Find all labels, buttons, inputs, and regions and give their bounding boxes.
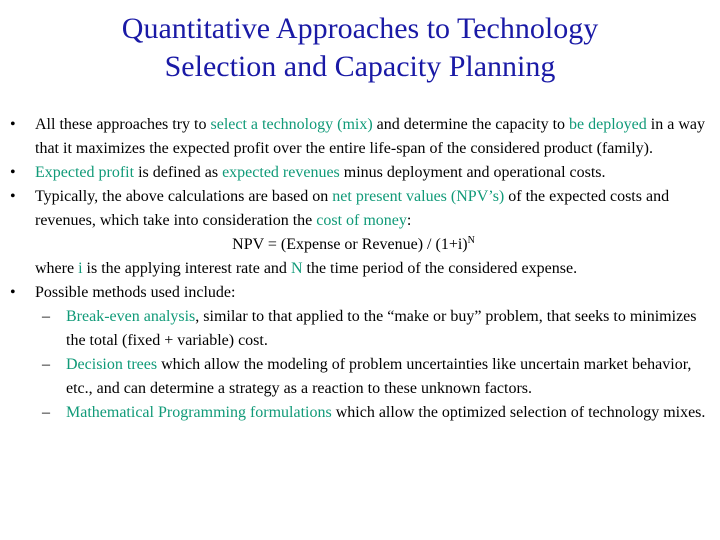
title-line-2: Selection and Capacity Planning: [164, 50, 556, 83]
dash-marker: –: [42, 308, 50, 325]
bullet-text: is the applying interest rate and: [82, 260, 291, 277]
highlight-term: Break-even analysis: [66, 308, 196, 325]
bullet-text: the time period of the considered expense.: [302, 260, 578, 277]
bullet-text: All these approaches try to: [35, 116, 211, 133]
bullet-marker: •: [10, 164, 16, 181]
bullet-item-expected-profit: [0, 161, 720, 185]
bullet-text: where: [35, 260, 79, 277]
title-line-1: Quantitative Approaches to Technology: [121, 12, 599, 45]
sub-item-math-programming: [0, 401, 720, 425]
bullet-text: minus deployment and operational costs.: [339, 164, 606, 181]
highlight-term: Expected profit: [35, 164, 135, 181]
sub-item-text: which allow the optimized selection of technology mixes.: [331, 404, 706, 421]
highlight-term: Mathematical Programming formulations: [66, 404, 332, 421]
bullet-text: and determine the capacity to: [372, 116, 570, 133]
highlight-term: net present values (NPV’s): [332, 188, 505, 205]
formula-text: NPV = (Expense or Revenue) / (1+i): [232, 236, 468, 253]
highlight-term: cost of money: [316, 212, 407, 229]
sub-item-break-even: [0, 305, 720, 353]
bullet-text: Typically, the above calculations are based on: [35, 188, 333, 205]
highlight-term: Decision trees: [66, 356, 158, 373]
bullet-marker: •: [10, 116, 16, 133]
formula-exponent: N: [467, 235, 475, 246]
highlight-term: expected revenues: [222, 164, 340, 181]
bullet-item-npv: [0, 185, 720, 281]
bullet-text: Possible methods used include:: [35, 284, 236, 301]
bullet-text: is defined as: [134, 164, 223, 181]
highlight-term: be deployed: [569, 116, 647, 133]
formula-explanation: [35, 257, 712, 281]
sub-item-decision-trees: [0, 353, 720, 401]
npv-formula: [35, 233, 712, 257]
slide-title: [0, 10, 720, 86]
bullet-item-approaches: [0, 113, 720, 161]
highlight-term: N: [290, 260, 303, 277]
bullet-marker: •: [10, 188, 16, 205]
highlight-term: i: [78, 260, 83, 277]
bullet-marker: •: [10, 284, 16, 301]
bullet-text: in a way that it maximizes the expected profit over the entire life-span of the considered product (family).: [35, 116, 705, 157]
bullet-text: of the expected costs and revenues, which take into consideration the: [35, 188, 670, 229]
dash-marker: –: [42, 404, 50, 421]
sub-item-text: which allow the modeling of problem uncertainties like uncertain market behavior, etc., and can determine a strategy as a reaction to these unknown factors.: [66, 356, 692, 397]
bullet-list: [0, 113, 720, 425]
bullet-item-methods: [0, 281, 720, 305]
dash-marker: –: [42, 356, 50, 373]
bullet-text: :: [406, 212, 412, 229]
highlight-term: select a technology (mix): [210, 116, 373, 133]
sub-item-text: , similar to that applied to the “make or buy” problem, that seeks to minimizes the total (fixed + variable) cost.: [66, 308, 697, 349]
